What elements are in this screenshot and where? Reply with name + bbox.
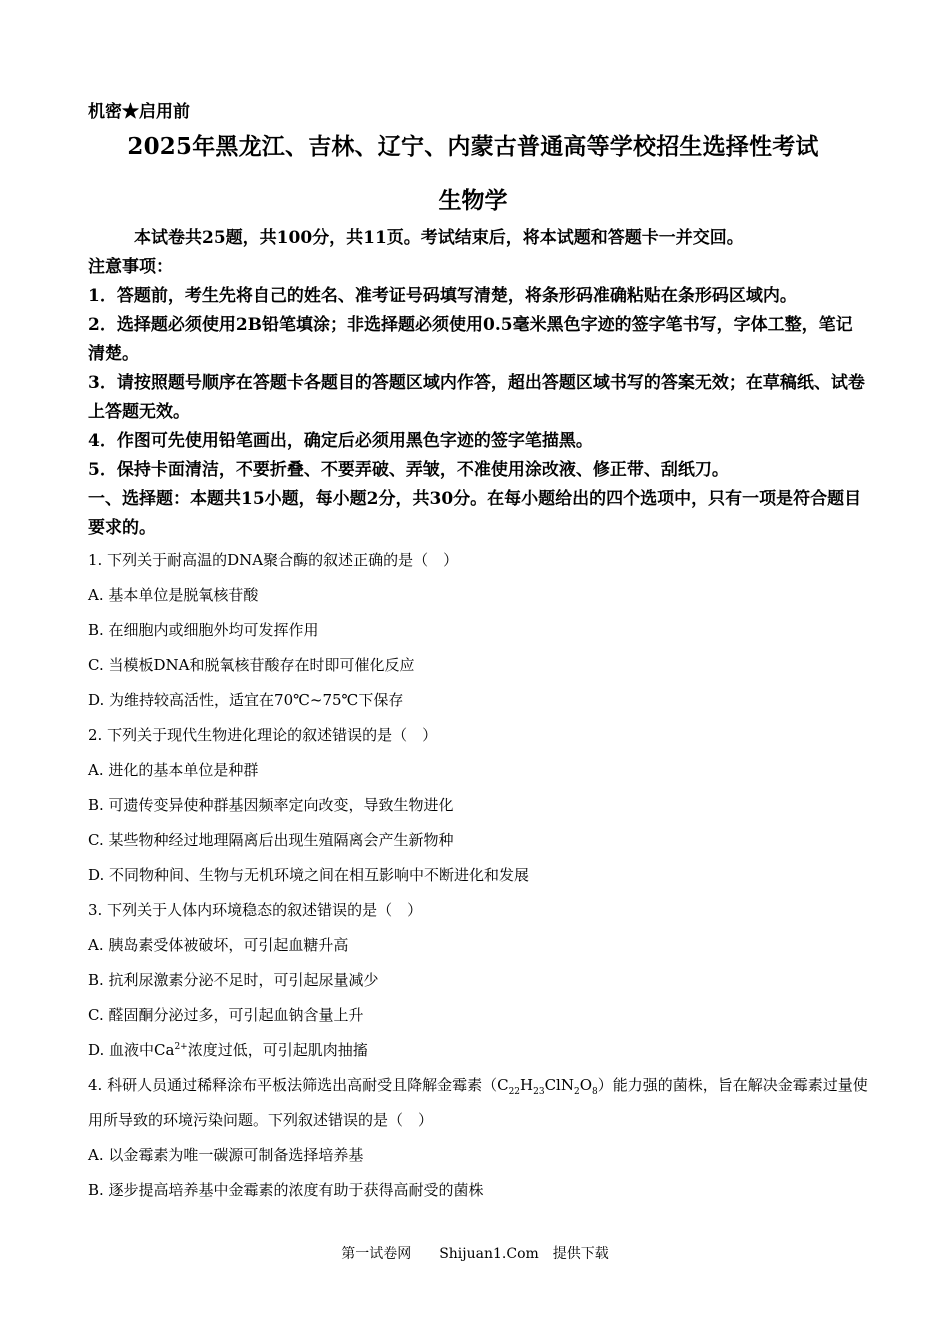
option-a: A. 基本单位是脱氧核苷酸 <box>88 586 259 604</box>
notes-heading: 注意事项： <box>88 257 173 277</box>
formula-subscript: 23 <box>533 1087 545 1097</box>
option-b: B. 在细胞内或细胞外均可发挥作用 <box>88 621 319 639</box>
question-stem: 3. 下列关于人体内环境稳态的叙述错误的是（ ） <box>88 901 423 919</box>
formula-subscript: 8 <box>592 1087 598 1097</box>
option-b: B. 可遗传变异使种群基因频率定向改变，导致生物进化 <box>88 796 454 814</box>
stem-text: ）能力强的菌株，旨在解决金霉素过量使用所导致的环境污染问题。下列叙述错误的是（ ） <box>88 1076 868 1129</box>
question-1 <box>88 543 868 718</box>
stem-text: ClN <box>544 1076 574 1094</box>
option-c: C. 某些物种经过地理隔离后出现生殖隔离会产生新物种 <box>88 831 454 849</box>
formula-subscript: 22 <box>508 1087 521 1097</box>
exam-title: 2025年黑龙江、吉林、辽宁、内蒙古普通高等学校招生选择性考试 <box>127 133 819 160</box>
note-item-4: 4．作图可先使用铅笔画出，确定后必须用黑色字迹的签字笔描黑。 <box>88 431 593 451</box>
question-4 <box>88 1068 868 1208</box>
page-footer: 第一试卷网 Shijuan1.Com 提供下载 <box>341 1246 609 1262</box>
stem-text: 4. 科研人员通过稀释涂布平板法筛选出高耐受且降解金霉素（C <box>88 1076 509 1094</box>
note-item-5: 5．保持卡面清洁，不要折叠、不要弄破、弄皱，不准使用涂改液、修正带、刮纸刀。 <box>88 460 729 480</box>
note-item-3: 3．请按照题号顺序在答题卡各题目的答题区域内作答，超出答题区域书写的答案无效；在草稿纸、试卷上答题无效。 <box>88 373 865 422</box>
formula-subscript: 2 <box>573 1087 580 1097</box>
question-stem: 2. 下列关于现代生物进化理论的叙述错误的是（ ） <box>88 726 438 744</box>
option-d-suffix: 浓度过低，可引起肌肉抽搐 <box>187 1041 368 1059</box>
option-b: B. 逐步提高培养基中金霉素的浓度有助于获得高耐受的菌株 <box>88 1181 484 1199</box>
exam-page <box>88 98 868 1208</box>
stem-text: H <box>520 1076 534 1094</box>
note-item-1: 1．答题前，考生先将自己的姓名、准考证号码填写清楚，将条形码准确粘贴在条形码区域内。 <box>88 286 797 306</box>
option-d: D. 为维持较高活性，适宜在70℃~75℃下保存 <box>88 691 404 709</box>
confidential-label: 机密★启用前 <box>88 102 190 122</box>
charge-superscript: 2+ <box>174 1042 188 1052</box>
option-d-prefix: D. 血液中Ca <box>88 1041 175 1059</box>
option-a: A. 进化的基本单位是种群 <box>88 761 259 779</box>
subject-title: 生物学 <box>438 187 508 214</box>
option-d: D. 不同物种间、生物与无机环境之间在相互影响中不断进化和发展 <box>88 866 530 884</box>
option-b: B. 抗利尿激素分泌不足时，可引起尿量减少 <box>88 971 379 989</box>
option-a: A. 以金霉素为唯一碳源可制备选择培养基 <box>88 1146 364 1164</box>
option-d <box>88 1033 868 1068</box>
intro-text: 本试卷共25题，共100分，共11页。考试结束后，将本试题和答题卡一并交回。 <box>134 228 744 248</box>
question-stem <box>88 1068 868 1138</box>
stem-text: O <box>579 1076 593 1094</box>
question-2 <box>88 718 868 893</box>
note-item-2: 2．选择题必须使用2B铅笔填涂；非选择题必须使用0.5毫米黑色字迹的签字笔书写，字体工整，笔记清楚。 <box>88 315 853 364</box>
option-c: C. 醛固酮分泌过多，可引起血钠含量上升 <box>88 1006 364 1024</box>
question-stem: 1. 下列关于耐高温的DNA聚合酶的叙述正确的是（ ） <box>88 551 459 569</box>
section-heading: 一、选择题：本题共15小题，每小题2分，共30分。在每小题给出的四个选项中，只有一项是符合题目要求的。 <box>88 489 862 538</box>
option-c: C. 当模板DNA和脱氧核苷酸存在时即可催化反应 <box>88 656 415 674</box>
option-a: A. 胰岛素受体被破坏，可引起血糖升高 <box>88 936 349 954</box>
question-3 <box>88 893 868 1068</box>
